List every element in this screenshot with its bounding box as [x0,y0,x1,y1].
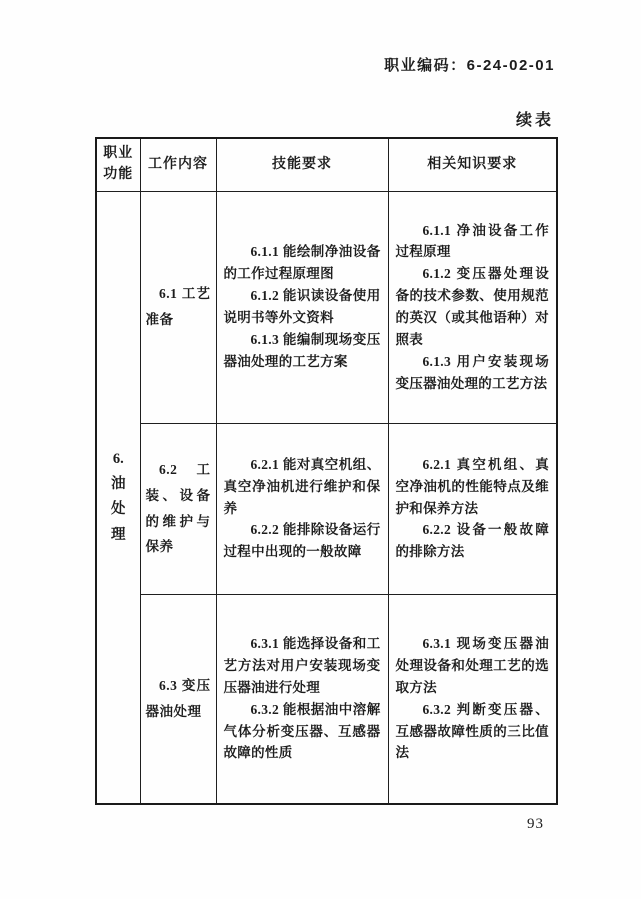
col-header-skill-requirements: 技能要求 [216,138,388,191]
table-row [96,191,557,423]
skill-item: 6.1.2 能识读设备使用说明书等外文资料 [223,288,381,325]
col-header-knowledge-requirements: 相关知识要求 [388,138,557,191]
page-number: 93 [527,816,544,832]
table-row [96,423,557,594]
col-header-occupational-function: 职业功能 [96,138,140,191]
skill-standard-table [95,137,558,805]
table-row [96,594,557,804]
skill-item: 6.1.3 能编制现场变压器油处理的工艺方案 [223,331,381,369]
continued-table-label: 续表 [515,112,554,129]
function-char: 理 [111,526,126,543]
knowledge-item: 6.1.1 净油设备工作过程原理 [395,222,549,260]
skill-item: 6.1.1 能绘制净油设备的工作过程原理图 [223,244,381,282]
function-cell [96,191,140,804]
skills-cell [216,594,388,804]
skill-item: 6.3.1 能选择设备和工艺方法对用户安装现场变压器油进行处理 [223,636,381,695]
work-content-cell: 6.2 工装、设备的维护与保养 [140,423,216,594]
col-header-work-content: 工作内容 [140,138,216,191]
knowledge-cell [388,594,557,804]
knowledge-item: 6.1.3 用户安装现场变压器油处理的工艺方法 [395,353,549,391]
work-content-cell: 6.1 工艺准备 [140,191,216,423]
function-char: 油 [111,475,126,492]
table-header-row [96,138,557,191]
skills-cell [216,423,388,594]
skill-item: 6.2.2 能排除设备运行过程中出现的一般故障 [223,522,381,560]
knowledge-cell [388,423,557,594]
function-char: 处 [111,501,126,518]
occupation-code: 职业编码：6-24-02-01 [384,57,555,74]
work-content-cell: 6.3 变压器油处理 [140,594,216,804]
function-number: 6. [112,450,124,467]
knowledge-item: 6.2.2 设备一般故障的排除方法 [395,522,549,560]
knowledge-item: 6.3.1 现场变压器油处理设备和处理工艺的选取方法 [395,636,549,695]
skills-cell [216,191,388,423]
knowledge-item: 6.2.1 真空机组、真空净油机的性能特点及维护和保养方法 [395,456,549,516]
skill-item: 6.2.1 能对真空机组、真空净油机进行维护和保养 [223,456,381,516]
knowledge-item: 6.3.2 判断变压器、互感器故障性质的三比值法 [395,701,549,761]
skill-item: 6.3.2 能根据油中溶解气体分析变压器、互感器故障的性质 [223,701,381,761]
knowledge-item: 6.1.2 变压器处理设备的技术参数、使用规范的英汉（或其他语种）对照表 [395,266,549,347]
knowledge-cell [388,191,557,423]
